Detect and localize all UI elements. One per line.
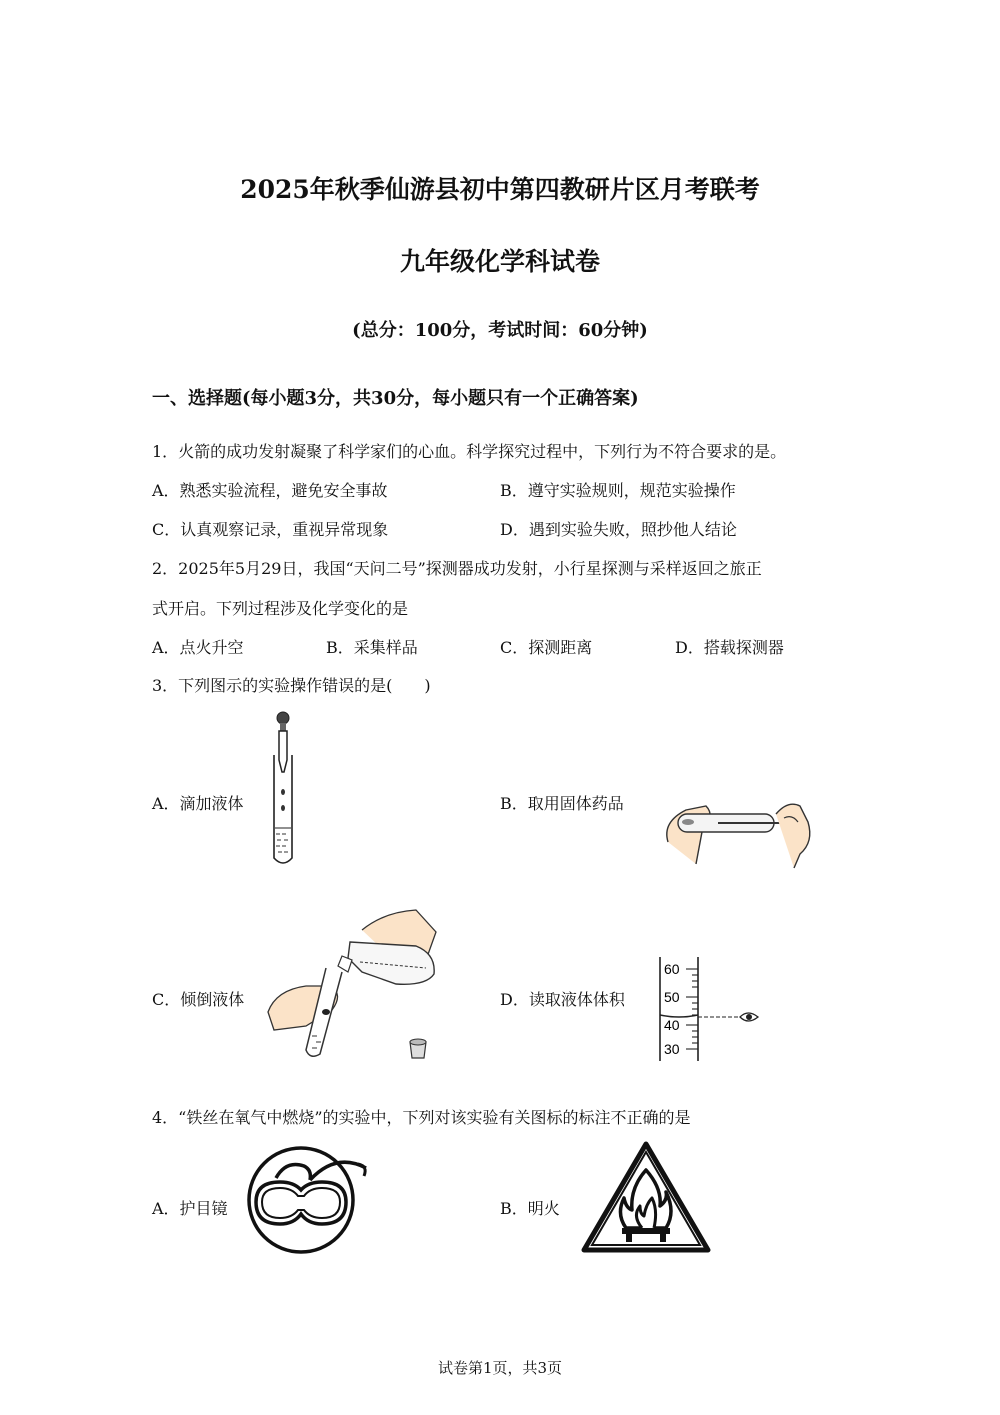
pouring-liquid-illustration bbox=[266, 902, 444, 1062]
cylinder-tick-60: 60 bbox=[664, 961, 680, 977]
q4-option-b: B．明火 bbox=[500, 1199, 560, 1218]
exam-title: 2025年秋季仙游县初中第四教研片区月考联考 bbox=[240, 175, 760, 204]
q2-option-c: C．探测距离 bbox=[500, 638, 593, 657]
graduated-cylinder-illustration bbox=[656, 955, 764, 1063]
q2-stem-line1: 2．2025年5月29日，我国“天问二号”探测器成功发射，小行星探测与采样返回之旅正 bbox=[152, 559, 762, 578]
q2-option-d: D．搭载探测器 bbox=[675, 638, 784, 657]
q4-option-a: A．护目镜 bbox=[152, 1199, 228, 1218]
page-footer: 试卷第1页，共3页 bbox=[437, 1359, 563, 1377]
q1-stem: 1．火箭的成功发射凝聚了科学家们的心血。科学探究过程中，下列行为不符合要求的是。 bbox=[152, 442, 787, 461]
exam-subtitle: 九年级化学科试卷 bbox=[399, 247, 600, 276]
q1-option-c: C．认真观察记录，重视异常现象 bbox=[152, 520, 389, 539]
q1-option-d: D．遇到实验失败，照抄他人结论 bbox=[500, 520, 737, 539]
q3-option-a: A．滴加液体 bbox=[152, 794, 244, 813]
q3-stem: 3．下列图示的实验操作错误的是( ) bbox=[152, 676, 431, 695]
solid-reagent-tube-illustration bbox=[658, 792, 814, 870]
q1-option-a: A．熟悉实验流程，避免安全事故 bbox=[152, 481, 388, 500]
cylinder-tick-50: 50 bbox=[664, 989, 680, 1005]
cylinder-tick-30: 30 bbox=[664, 1041, 680, 1057]
q2-stem-line2: 式开启。下列过程涉及化学变化的是 bbox=[152, 599, 409, 618]
q4-stem: 4．“铁丝在氧气中燃烧”的实验中，下列对该实验有关图标的标注不正确的是 bbox=[152, 1108, 691, 1127]
score-info: (总分：100分，考试时间：60分钟) bbox=[352, 320, 648, 341]
q2-option-b: B．采集样品 bbox=[326, 638, 418, 657]
cylinder-tick-40: 40 bbox=[664, 1017, 680, 1033]
goggles-icon bbox=[246, 1144, 370, 1254]
q2-option-a: A．点火升空 bbox=[152, 638, 244, 657]
q3-option-d: D．读取液体体积 bbox=[500, 990, 625, 1009]
open-flame-warning-icon bbox=[580, 1140, 712, 1256]
q3-option-b: B．取用固体药品 bbox=[500, 794, 624, 813]
dropper-test-tube-illustration bbox=[262, 710, 308, 870]
q1-option-b: B．遵守实验规则，规范实验操作 bbox=[500, 481, 736, 500]
q3-option-c: C．倾倒液体 bbox=[152, 990, 245, 1009]
section-heading: 一、选择题(每小题3分，共30分，每小题只有一个正确答案) bbox=[152, 388, 639, 409]
